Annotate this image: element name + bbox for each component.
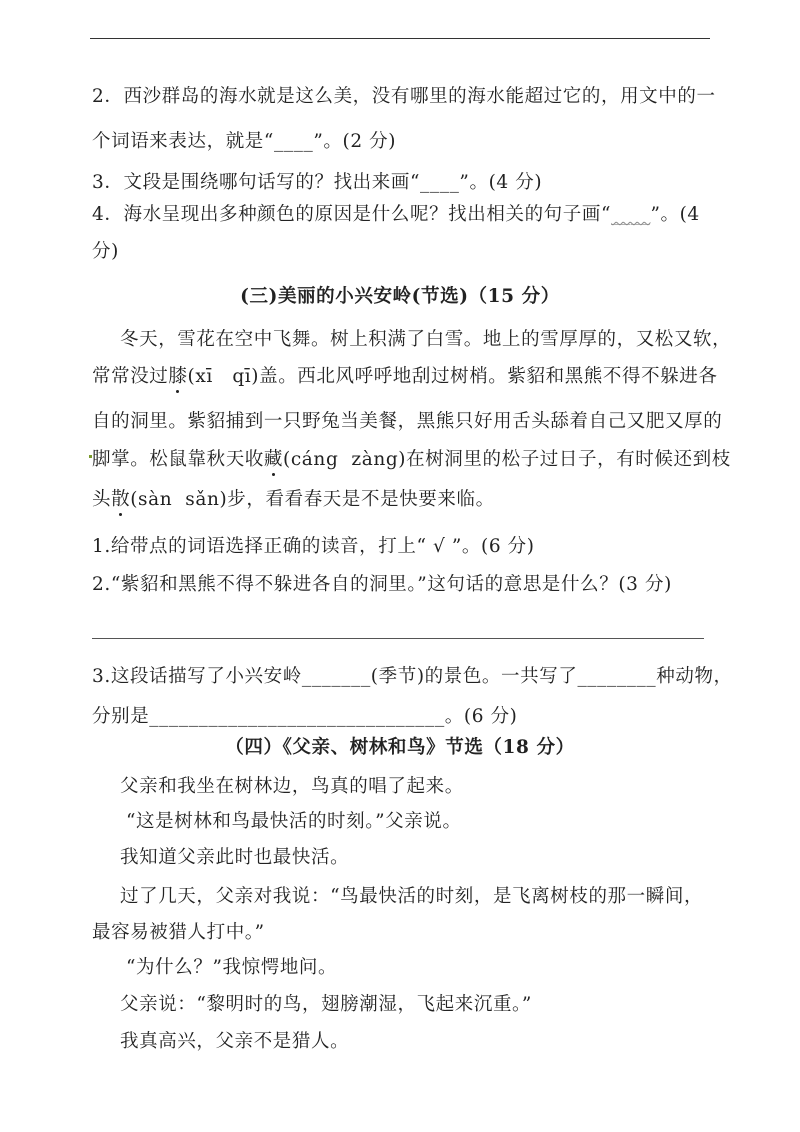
answer-line[interactable] [92, 638, 704, 639]
dotted-char: 藏 [263, 449, 284, 470]
section-3-question-3: 3.这段话描写了小兴安岭_______(季节)的景色。一共写了________种动物， [92, 666, 733, 687]
passage-line [92, 365, 718, 389]
passage-line: 我知道父亲此时也最快活。 [120, 847, 350, 868]
passage-line: 过了几天，父亲对我说：“鸟最快活的时刻，是飞离树枝的那一瞬间， [120, 886, 704, 907]
wavy-underline-mark: ____ [611, 204, 651, 225]
passage-line: 最容易被猎人打中。” [92, 922, 265, 943]
question-4-score: ”。(4 [650, 204, 700, 225]
text: (cáng zàng)在树洞里的松子过日子，有时候还到枝 [283, 449, 731, 470]
dotted-char: 散 [111, 489, 131, 510]
question-3: 3．文段是围绕哪句话写的？找出来画“____”。(4 分) [92, 172, 543, 193]
section-3-question-3-line-2: 分别是______________________________。(6 分) [92, 706, 518, 727]
section-3-question-2: 2.“紫貂和黑熊不得不躲进各自的洞里。”这句话的意思是什么？(3 分) [92, 574, 672, 595]
passage-line: 冬天，雪花在空中飞舞。树上积满了白雪。地上的雪厚厚的，又松又软， [120, 329, 732, 350]
text: 脚掌。松鼠靠秋天收 [92, 449, 264, 470]
passage-line: 父亲和我坐在树林边，鸟真的唱了起来。 [120, 776, 464, 797]
question-4 [92, 203, 700, 227]
passage-line: “为什么？”我惊愕地问。 [126, 957, 338, 978]
dotted-char: 膝 [168, 366, 188, 387]
header-rule [90, 38, 710, 39]
passage-line [92, 448, 731, 472]
text: (sàn sǎn)步，看看春天是不是快要来临。 [130, 489, 495, 510]
passage-line: 父亲说：“黎明时的鸟，翅膀潮湿，飞起来沉重。” [120, 994, 532, 1015]
question-4-line-2: 分) [92, 241, 119, 262]
section-3-title: (三)美丽的小兴安岭(节选)（15 分） [240, 286, 560, 307]
text: 头散 [92, 489, 131, 510]
text: 常常没过 [92, 366, 169, 387]
question-2-line-2: 个词语来表达，就是“____”。(2 分) [92, 131, 397, 152]
section-3-question-1: 1.给带点的词语选择正确的读音，打上“ √ ”。(6 分) [92, 536, 535, 557]
passage-line: 自的洞里。紫貂捕到一只野兔当美餐，黑熊只好用舌头舔着自己又肥又厚的 [92, 411, 723, 432]
text: (xī qī)盖。西北风呼呼地刮过树梢。紫貂和黑熊不得不躲进各 [187, 366, 718, 387]
question-4-text: 4．海水呈现出多种颜色的原因是什么呢？找出相关的句子画“ [92, 204, 612, 225]
question-2-line-1: 2．西沙群岛的海水就是这么美，没有哪里的海水能超过它的，用文中的一 [92, 86, 716, 107]
passage-line: 我真高兴，父亲不是猎人。 [120, 1031, 350, 1052]
passage-line: “这是树林和鸟最快活的时刻。”父亲说。 [126, 811, 462, 832]
passage-line [92, 488, 495, 512]
section-4-title: （四）《父亲、树林和鸟》节选（18 分） [225, 737, 575, 758]
